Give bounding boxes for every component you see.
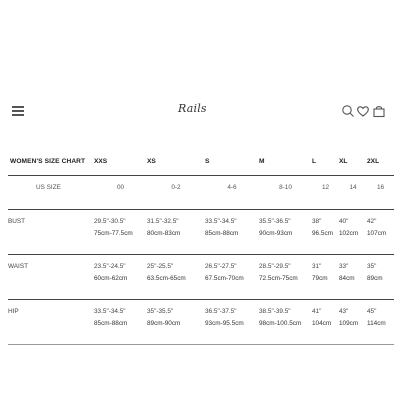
waist-cell — [339, 255, 367, 300]
bag-icon[interactable] — [372, 104, 386, 118]
hip-row — [8, 300, 394, 345]
us-size-value: 8-10 — [259, 176, 312, 210]
bust-cell — [94, 210, 147, 255]
site-header — [0, 96, 400, 130]
hip-inches: 36.5"-37.5" — [205, 308, 237, 315]
hip-inches: 43" — [339, 308, 349, 315]
hip-cm: 114cm — [367, 320, 386, 327]
hip-cell — [339, 300, 367, 345]
hip-cm: 89cm-90cm — [147, 320, 181, 327]
waist-inches: 31" — [312, 263, 322, 270]
waist-cell — [205, 255, 259, 300]
waist-cm: 84cm — [339, 275, 355, 282]
waist-inches: 35" — [367, 263, 377, 270]
waist-inches: 23.5"-24.5" — [94, 263, 126, 270]
hip-cell — [94, 300, 147, 345]
waist-row — [8, 255, 394, 300]
waist-inches: 25"-25.5" — [147, 263, 174, 270]
bust-inches: 40" — [339, 218, 349, 225]
hip-inches: 38.5"-39.5" — [259, 308, 291, 315]
size-s: S — [205, 151, 259, 176]
us-size-label: US SIZE — [8, 176, 94, 210]
waist-inches: 28.5"-29.5" — [259, 263, 291, 270]
waist-cm: 72.5cm-75cm — [259, 275, 298, 282]
bust-inches: 29.5"-30.5" — [94, 218, 126, 225]
bust-cm: 90cm-93cm — [259, 230, 293, 237]
bust-cell — [312, 210, 339, 255]
hip-cm: 93cm-95.5cm — [205, 320, 244, 327]
brand-logo[interactable]: Rails — [178, 102, 207, 115]
hip-inches: 45" — [367, 308, 377, 315]
hip-cell — [205, 300, 259, 345]
size-header-row — [8, 151, 394, 176]
hip-inches: 41" — [312, 308, 322, 315]
waist-cell — [94, 255, 147, 300]
hip-cell — [259, 300, 312, 345]
waist-cm: 63.5cm-65cm — [147, 275, 186, 282]
us-size-value: 16 — [367, 176, 394, 210]
waist-cell — [259, 255, 312, 300]
bust-cell — [147, 210, 205, 255]
waist-cell — [312, 255, 339, 300]
bust-inches: 35.5"-36.5" — [259, 218, 291, 225]
hip-cell — [147, 300, 205, 345]
hip-label: HIP — [8, 300, 94, 345]
search-icon[interactable] — [341, 104, 355, 118]
hip-cm: 98cm-100.5cm — [259, 320, 302, 327]
us-size-value: 12 — [312, 176, 339, 210]
size-xxs: XXS — [94, 151, 147, 176]
hip-inches: 35"-35.5" — [147, 308, 174, 315]
size-2xl: 2XL — [367, 151, 394, 176]
bust-cell — [367, 210, 394, 255]
waist-inches: 33" — [339, 263, 349, 270]
bust-cm: 96.5cm — [312, 230, 333, 237]
size-xs: XS — [147, 151, 205, 176]
bust-cm: 75cm-77.5cm — [94, 230, 133, 237]
bust-inches: 42" — [367, 218, 377, 225]
size-chart-table — [8, 151, 394, 345]
bust-cm: 102cm — [339, 230, 359, 237]
hip-inches: 33.5"-34.5" — [94, 308, 126, 315]
waist-cm: 79cm — [312, 275, 328, 282]
bust-cm: 80cm-83cm — [147, 230, 181, 237]
bust-cm: 85cm-88cm — [205, 230, 239, 237]
bust-inches: 31.5"-32.5" — [147, 218, 179, 225]
hip-cell — [312, 300, 339, 345]
bust-row — [8, 210, 394, 255]
size-xl: XL — [339, 151, 367, 176]
bust-inches: 33.5"-34.5" — [205, 218, 237, 225]
bust-cell — [259, 210, 312, 255]
waist-cell — [367, 255, 394, 300]
heart-icon[interactable] — [356, 104, 370, 118]
us-size-value: 0-2 — [147, 176, 205, 210]
hip-cm: 85cm-88cm — [94, 320, 128, 327]
bust-cm: 107cm — [367, 230, 387, 237]
bust-label: BUST — [8, 210, 94, 255]
waist-inches: 26.5"-27.5" — [205, 263, 237, 270]
us-size-value: 14 — [339, 176, 367, 210]
waist-cm: 67.5cm-70cm — [205, 275, 244, 282]
size-m: M — [259, 151, 312, 176]
menu-icon[interactable] — [12, 106, 24, 116]
hip-cm: 104cm — [312, 320, 332, 327]
waist-cm: 89cm — [367, 275, 383, 282]
us-size-value: 00 — [94, 176, 147, 210]
size-l: L — [312, 151, 339, 176]
hip-cm: 109cm — [339, 320, 359, 327]
chart-title: WOMEN'S SIZE CHART — [8, 151, 94, 176]
bust-inches: 38" — [312, 218, 322, 225]
us-size-row — [8, 176, 394, 210]
waist-cell — [147, 255, 205, 300]
bust-cell — [339, 210, 367, 255]
us-size-value: 4-6 — [205, 176, 259, 210]
waist-label: WAIST — [8, 255, 94, 300]
waist-cm: 60cm-62cm — [94, 275, 128, 282]
hip-cell — [367, 300, 394, 345]
bust-cell — [205, 210, 259, 255]
